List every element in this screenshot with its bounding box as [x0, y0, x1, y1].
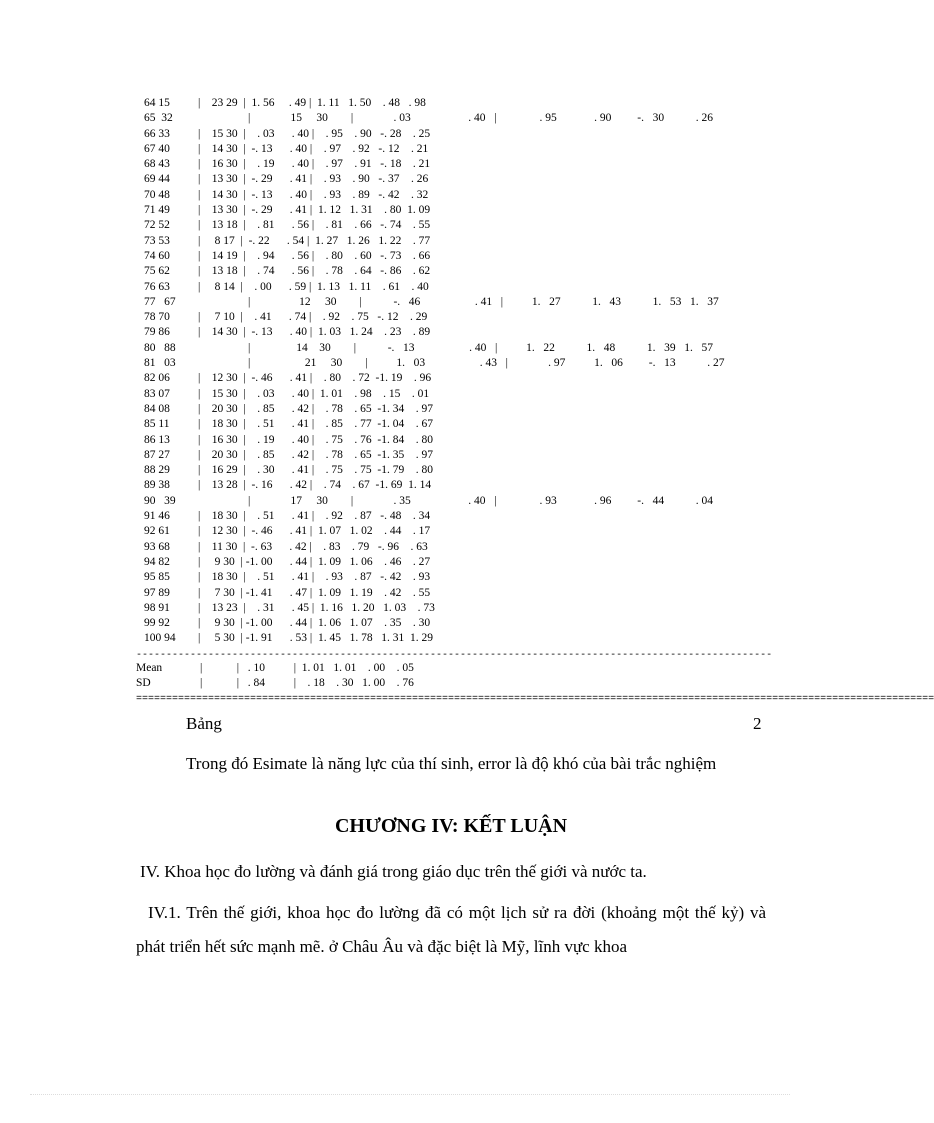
row-values: | 14 30 | -. 13 . 40 | 1. 22 1. 48 1. 39 1. 57 — [248, 341, 713, 354]
table-row — [144, 631, 774, 646]
row-values: | 16 30 | . 19 . 40 | . 97 . 91 -. 18 . 21 — [198, 158, 431, 171]
table-separator-dash: ---------------------------------------------------------------------------------------------------------- — [136, 650, 773, 661]
table-row — [144, 188, 774, 203]
table-row — [144, 218, 774, 233]
row-values: | 12 30 | -. 46 . 41 | . 80 . 72 -1. 19 . 96 — [198, 372, 432, 385]
row-values: | 15 30 | . 03 . 40 | 1. 01 . 98 . 15 . 01 — [198, 387, 430, 400]
row-id: 94 82 — [144, 555, 170, 568]
table-row — [144, 524, 774, 539]
row-id: 79 86 — [144, 326, 170, 339]
row-values: | 14 30 | -. 13 . 40 | . 97 . 92 -. 12 . 21 — [198, 142, 429, 155]
table-row — [144, 540, 774, 555]
table-row — [144, 570, 774, 585]
table-row — [144, 494, 774, 509]
table-row — [144, 387, 774, 402]
table-row — [144, 310, 774, 325]
row-values: | 23 29 | 1. 56 . 49 | 1. 11 1. 50 . 48 . 98 — [198, 97, 426, 109]
results-table — [144, 96, 774, 647]
row-id: 76 63 — [144, 280, 170, 293]
row-id: 84 08 — [144, 402, 170, 415]
row-id: 92 61 — [144, 525, 170, 538]
table-row — [144, 280, 774, 295]
row-values: | 16 30 | . 19 . 40 | . 75 . 76 -1. 84 . 80 — [198, 433, 433, 446]
row-values: | 12 30 | -. 46 . 41 | 1. 27 1. 43 1. 53 1. 37 — [248, 295, 719, 308]
table-caption-label: Bảng — [186, 714, 222, 733]
row-id: 65 32 — [144, 112, 173, 125]
table-row — [144, 616, 774, 631]
row-values: | 5 30 | -1. 91 . 53 | 1. 45 1. 78 1. 31 1. 29 — [198, 632, 433, 645]
sd-row — [136, 676, 776, 691]
table-row — [144, 157, 774, 172]
row-id: 69 44 — [144, 173, 170, 186]
row-values: | 17 30 | . 35 . 40 | . 93 . 96 -. 44 . 04 — [248, 494, 713, 507]
table-row — [144, 341, 774, 356]
row-id: 83 07 — [144, 387, 170, 400]
table-row — [144, 478, 774, 493]
row-id: 72 52 — [144, 219, 170, 232]
row-values: | 13 30 | -. 29 . 41 | . 93 . 90 -. 37 . 26 — [198, 173, 429, 186]
row-values: | 9 30 | -1. 00 . 44 | 1. 09 1. 06 . 46 . 27 — [198, 555, 431, 568]
table-row — [144, 555, 774, 570]
row-values: | 20 30 | . 85 . 42 | . 78 . 65 -1. 35 . 97 — [198, 448, 433, 461]
row-id: 86 13 — [144, 433, 170, 446]
row-id: 67 40 — [144, 142, 170, 155]
row-id: 93 68 — [144, 540, 170, 553]
paragraph-history: IV.1. Trên thế giới, khoa học đo lường đã có một lịch sử ra đời (khoảng một thế kỷ) và phát triển hết sức mạnh mẽ. ở Châu Âu và đặc biệt là Mỹ, lĩnh vực khoa — [136, 903, 766, 956]
table-row — [144, 142, 774, 157]
table-row — [144, 249, 774, 264]
table-row — [144, 111, 774, 126]
table-row — [144, 433, 774, 448]
row-id: 100 94 — [144, 632, 176, 645]
row-id: 71 49 — [144, 204, 170, 217]
table-row — [144, 127, 774, 142]
table-row — [144, 172, 774, 187]
table-row — [144, 371, 774, 386]
table-row — [144, 586, 774, 601]
row-id: 90 39 — [144, 494, 176, 507]
row-id: 87 27 — [144, 448, 170, 461]
summary-rows — [136, 661, 776, 692]
row-id: 78 70 — [144, 311, 170, 324]
table-row — [144, 96, 774, 111]
row-id: 97 89 — [144, 586, 170, 599]
row-values: | 9 30 | -1. 00 . 44 | 1. 06 1. 07 . 35 . 30 — [198, 617, 431, 630]
table-row — [144, 356, 774, 371]
row-values: | 18 30 | . 51 . 41 | . 85 . 77 -1. 04 . 67 — [198, 418, 433, 431]
mean-label: Mean — [136, 662, 163, 674]
table-row — [144, 234, 774, 249]
row-values: | 15 30 | . 03 . 40 | . 95 . 90 -. 28 . 25 — [198, 127, 431, 140]
row-id: 80 88 — [144, 341, 176, 354]
row-values: | 13 30 | -. 29 . 41 | 1. 12 1. 31 . 80 1. 09 — [198, 204, 431, 217]
row-values: | 13 23 | . 31 . 45 | 1. 16 1. 20 1. 03 . 73 — [198, 601, 435, 614]
paragraph-estimate: Trong đó Esimate là năng lực của thí sinh, error là độ khó của bài trắc nghiệm — [186, 754, 717, 773]
row-values: | 7 10 | . 41 . 74 | . 92 . 75 -. 12 . 29 — [198, 311, 428, 324]
row-values: | 11 30 | -. 63 . 42 | . 83 . 79 -. 96 . 63 — [198, 540, 428, 553]
row-values: | 18 30 | . 51 . 41 | . 93 . 87 -. 42 . 93 — [198, 571, 431, 584]
table-row — [144, 417, 774, 432]
table-row — [144, 509, 774, 524]
row-values: | 15 30 | . 03 . 40 | . 95 . 90 -. 30 . 26 — [248, 112, 713, 125]
row-id: 73 53 — [144, 234, 170, 247]
row-values: | 13 18 | . 74 . 56 | . 78 . 64 -. 86 . 62 — [198, 265, 431, 278]
sd-values: | | . 84 | . 18 . 30 1. 00 . 76 — [200, 677, 414, 690]
row-values: | 20 30 | . 85 . 42 | . 78 . 65 -1. 34 . 97 — [198, 402, 433, 415]
row-id: 88 29 — [144, 464, 170, 477]
row-id: 89 38 — [144, 479, 170, 492]
row-id: 81 03 — [144, 357, 176, 370]
table-row — [144, 402, 774, 417]
row-values: | 12 30 | -. 46 . 41 | 1. 07 1. 02 . 44 . 17 — [198, 525, 431, 538]
row-values: | 13 28 | -. 16 . 42 | . 74 . 67 -1. 69 1. 14 — [198, 479, 432, 492]
mean-values: | | . 10 | 1. 01 1. 01 . 00 . 05 — [200, 662, 414, 674]
row-id: 74 60 — [144, 249, 170, 262]
mean-row — [136, 661, 776, 676]
row-id: 98 91 — [144, 601, 170, 614]
table-row — [144, 203, 774, 218]
row-id: 99 92 — [144, 617, 170, 630]
row-id: 82 06 — [144, 372, 170, 385]
row-values: | 21 30 | 1. 03 . 43 | . 97 1. 06 -. 13 . 27 — [248, 357, 725, 370]
row-values: | 14 19 | . 94 . 56 | . 80 . 60 -. 73 . 66 — [198, 249, 431, 262]
table-row — [144, 463, 774, 478]
row-id: 77 67 — [144, 295, 176, 308]
table-row — [144, 601, 774, 616]
row-values: | 14 30 | -. 13 . 40 | 1. 03 1. 24 . 23 . 89 — [198, 326, 431, 339]
row-id: 64 15 — [144, 97, 170, 109]
row-id: 85 11 — [144, 418, 170, 431]
row-values: | 14 30 | -. 13 . 40 | . 93 . 89 -. 42 . 32 — [198, 188, 429, 201]
table-caption-number: 2 — [753, 714, 762, 733]
table-row — [144, 325, 774, 340]
page-footer-line — [30, 1094, 790, 1095]
sd-label: SD — [136, 677, 151, 690]
row-id: 95 85 — [144, 571, 170, 584]
row-id: 91 46 — [144, 510, 170, 523]
row-id: 75 62 — [144, 265, 170, 278]
row-values: | 18 30 | . 51 . 41 | . 92 . 87 -. 48 . 34 — [198, 510, 431, 523]
section-title: IV. Khoa học đo lường và đánh giá trong giáo dục trên thế giới và nước ta. — [140, 862, 647, 881]
table-separator-eq: ===================================================================================================================================== — [136, 694, 934, 705]
chapter-heading: CHƯƠNG IV: KẾT LUẬN — [334, 815, 568, 837]
table-row — [144, 295, 774, 310]
row-values: | 8 17 | -. 22 . 54 | 1. 27 1. 26 1. 22 . 77 — [198, 234, 431, 247]
row-values: | 16 29 | . 30 . 41 | . 75 . 75 -1. 79 . 80 — [198, 464, 433, 477]
row-id: 68 43 — [144, 158, 170, 171]
table-row — [144, 448, 774, 463]
row-values: | 8 14 | . 00 . 59 | 1. 13 1. 11 . 61 . 40 — [198, 280, 429, 293]
row-values: | 13 18 | . 81 . 56 | . 81 . 66 -. 74 . 55 — [198, 219, 431, 232]
row-id: 70 48 — [144, 188, 170, 201]
row-id: 66 33 — [144, 127, 170, 140]
row-values: | 7 30 | -1. 41 . 47 | 1. 09 1. 19 . 42 . 55 — [198, 586, 431, 599]
table-row — [144, 264, 774, 279]
